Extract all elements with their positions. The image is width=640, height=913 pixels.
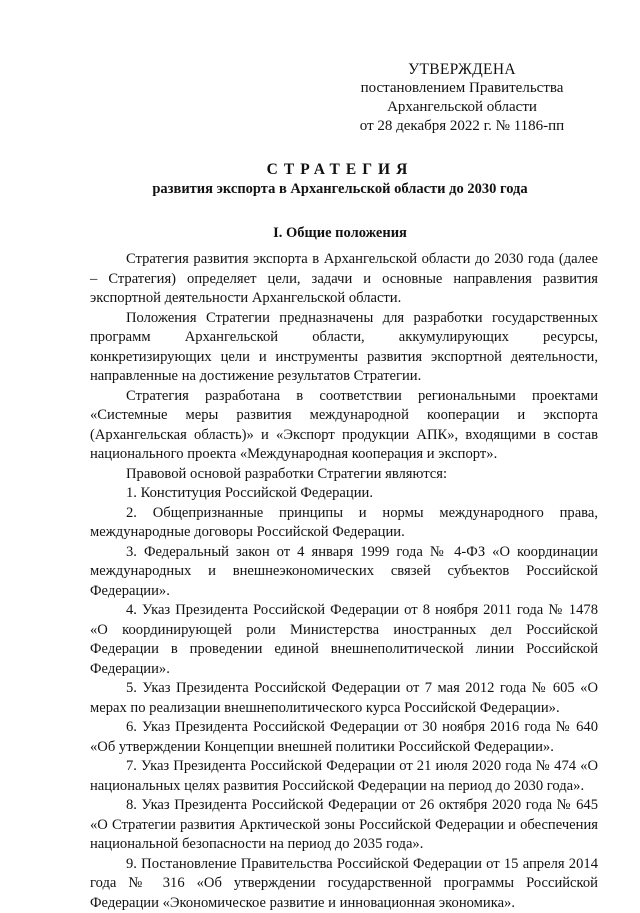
list-item: 3. Федеральный закон от 4 января 1999 года № 4-ФЗ «О координации международных и внешнеэкономических связей субъектов Российской Федерации». <box>90 543 598 602</box>
list-item: 8. Указ Президента Российской Федерации от 26 октября 2020 года № 645 «О Стратегии развития Арктической зоны Российской Федерации и обеспечения национальной безопасности на период до 2035 года». <box>90 796 598 855</box>
document-body <box>90 250 598 913</box>
title-main: СТРАТЕГИЯ <box>90 160 590 180</box>
approval-line-date: от 28 декабря 2022 г. № 1186-пп <box>342 117 582 136</box>
list-item: 1. Конституция Российской Федерации. <box>90 484 598 504</box>
list-item: 2. Общепризнанные принципы и нормы международного права, международные договоры Российской Федерации. <box>90 504 598 543</box>
approval-stamp <box>342 60 582 136</box>
title-subtitle: развития экспорта в Архангельской области до 2030 года <box>90 180 590 199</box>
list-item: 4. Указ Президента Российской Федерации от 8 ноября 2011 года № 1478 «О координирующей роли Министерства иностранных дел Российской Федерации в проведении единой внешнеполитической линии Российской Федерации». <box>90 601 598 679</box>
section-heading: I. Общие положения <box>90 225 590 242</box>
list-item: 6. Указ Президента Российской Федерации от 30 ноября 2016 года № 640 «Об утверждении Концепции внешней политики Российской Федерации». <box>90 718 598 757</box>
approval-line-decree: постановлением Правительства <box>342 79 582 98</box>
list-item: 9. Постановление Правительства Российской Федерации от 15 апреля 2014 года № 316 «Об утверждении государственной программы Российской Федерации «Экономическое развитие и инновационная экономика». <box>90 855 598 913</box>
paragraph: Стратегия разработана в соответствии региональными проектами «Системные меры развития международной кооперации и экспорта (Архангельская область)» и «Экспорт продукции АПК», входящими в состав национального проекта «Международная кооперация и экспорт». <box>90 387 598 465</box>
list-item: 7. Указ Президента Российской Федерации от 21 июля 2020 года № 474 «О национальных целях развития Российской Федерации на период до 2030 года». <box>90 757 598 796</box>
paragraph: Правовой основой разработки Стратегии являются: <box>90 465 598 485</box>
paragraph: Положения Стратегии предназначены для разработки государственных программ Архангельской области, аккумулирующих ресурсы, конкретизирующих цели и инструменты развития экспортной деятельности, направленные на достижение результатов Стратегии. <box>90 309 598 387</box>
document-title <box>90 160 590 199</box>
approval-line-region: Архангельской области <box>342 98 582 117</box>
paragraph: Стратегия развития экспорта в Архангельской области до 2030 года (далее – Стратегия) определяет цели, задачи и основные направления развития экспортной деятельности Архангельской области. <box>90 250 598 309</box>
list-item: 5. Указ Президента Российской Федерации от 7 мая 2012 года № 605 «О мерах по реализации внешнеполитического курса Российской Федерации». <box>90 679 598 718</box>
approval-heading: УТВЕРЖДЕНА <box>342 60 582 79</box>
